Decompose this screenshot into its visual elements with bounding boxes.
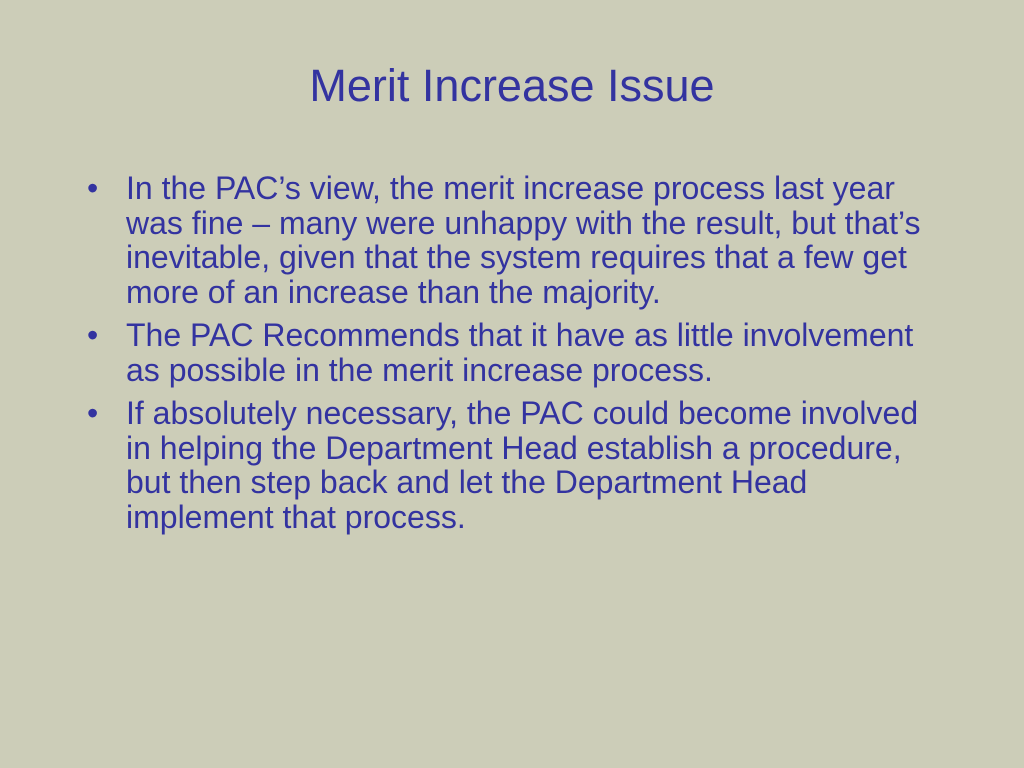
bullet-icon: • [87,170,99,206]
bullet-item [85,318,945,387]
bullet-text: In the PAC’s view, the merit increase process last year was fine – many were unhappy with the result, but that’s inevitable, given that the system requires that a few get more of an increase than the majority. [126,170,921,310]
bullet-text: The PAC Recommends that it have as little involvement as possible in the merit increase process. [126,317,914,388]
bullet-item [85,396,945,534]
bullet-icon: • [87,317,99,353]
bullet-icon: • [87,395,99,431]
slide-title: Merit Increase Issue [309,60,715,111]
bullet-item [85,171,945,309]
bullet-list [85,171,945,543]
bullet-text: If absolutely necessary, the PAC could become involved in helping the Department Head establish a procedure, but then step back and let the Department Head implement that process. [126,395,919,535]
